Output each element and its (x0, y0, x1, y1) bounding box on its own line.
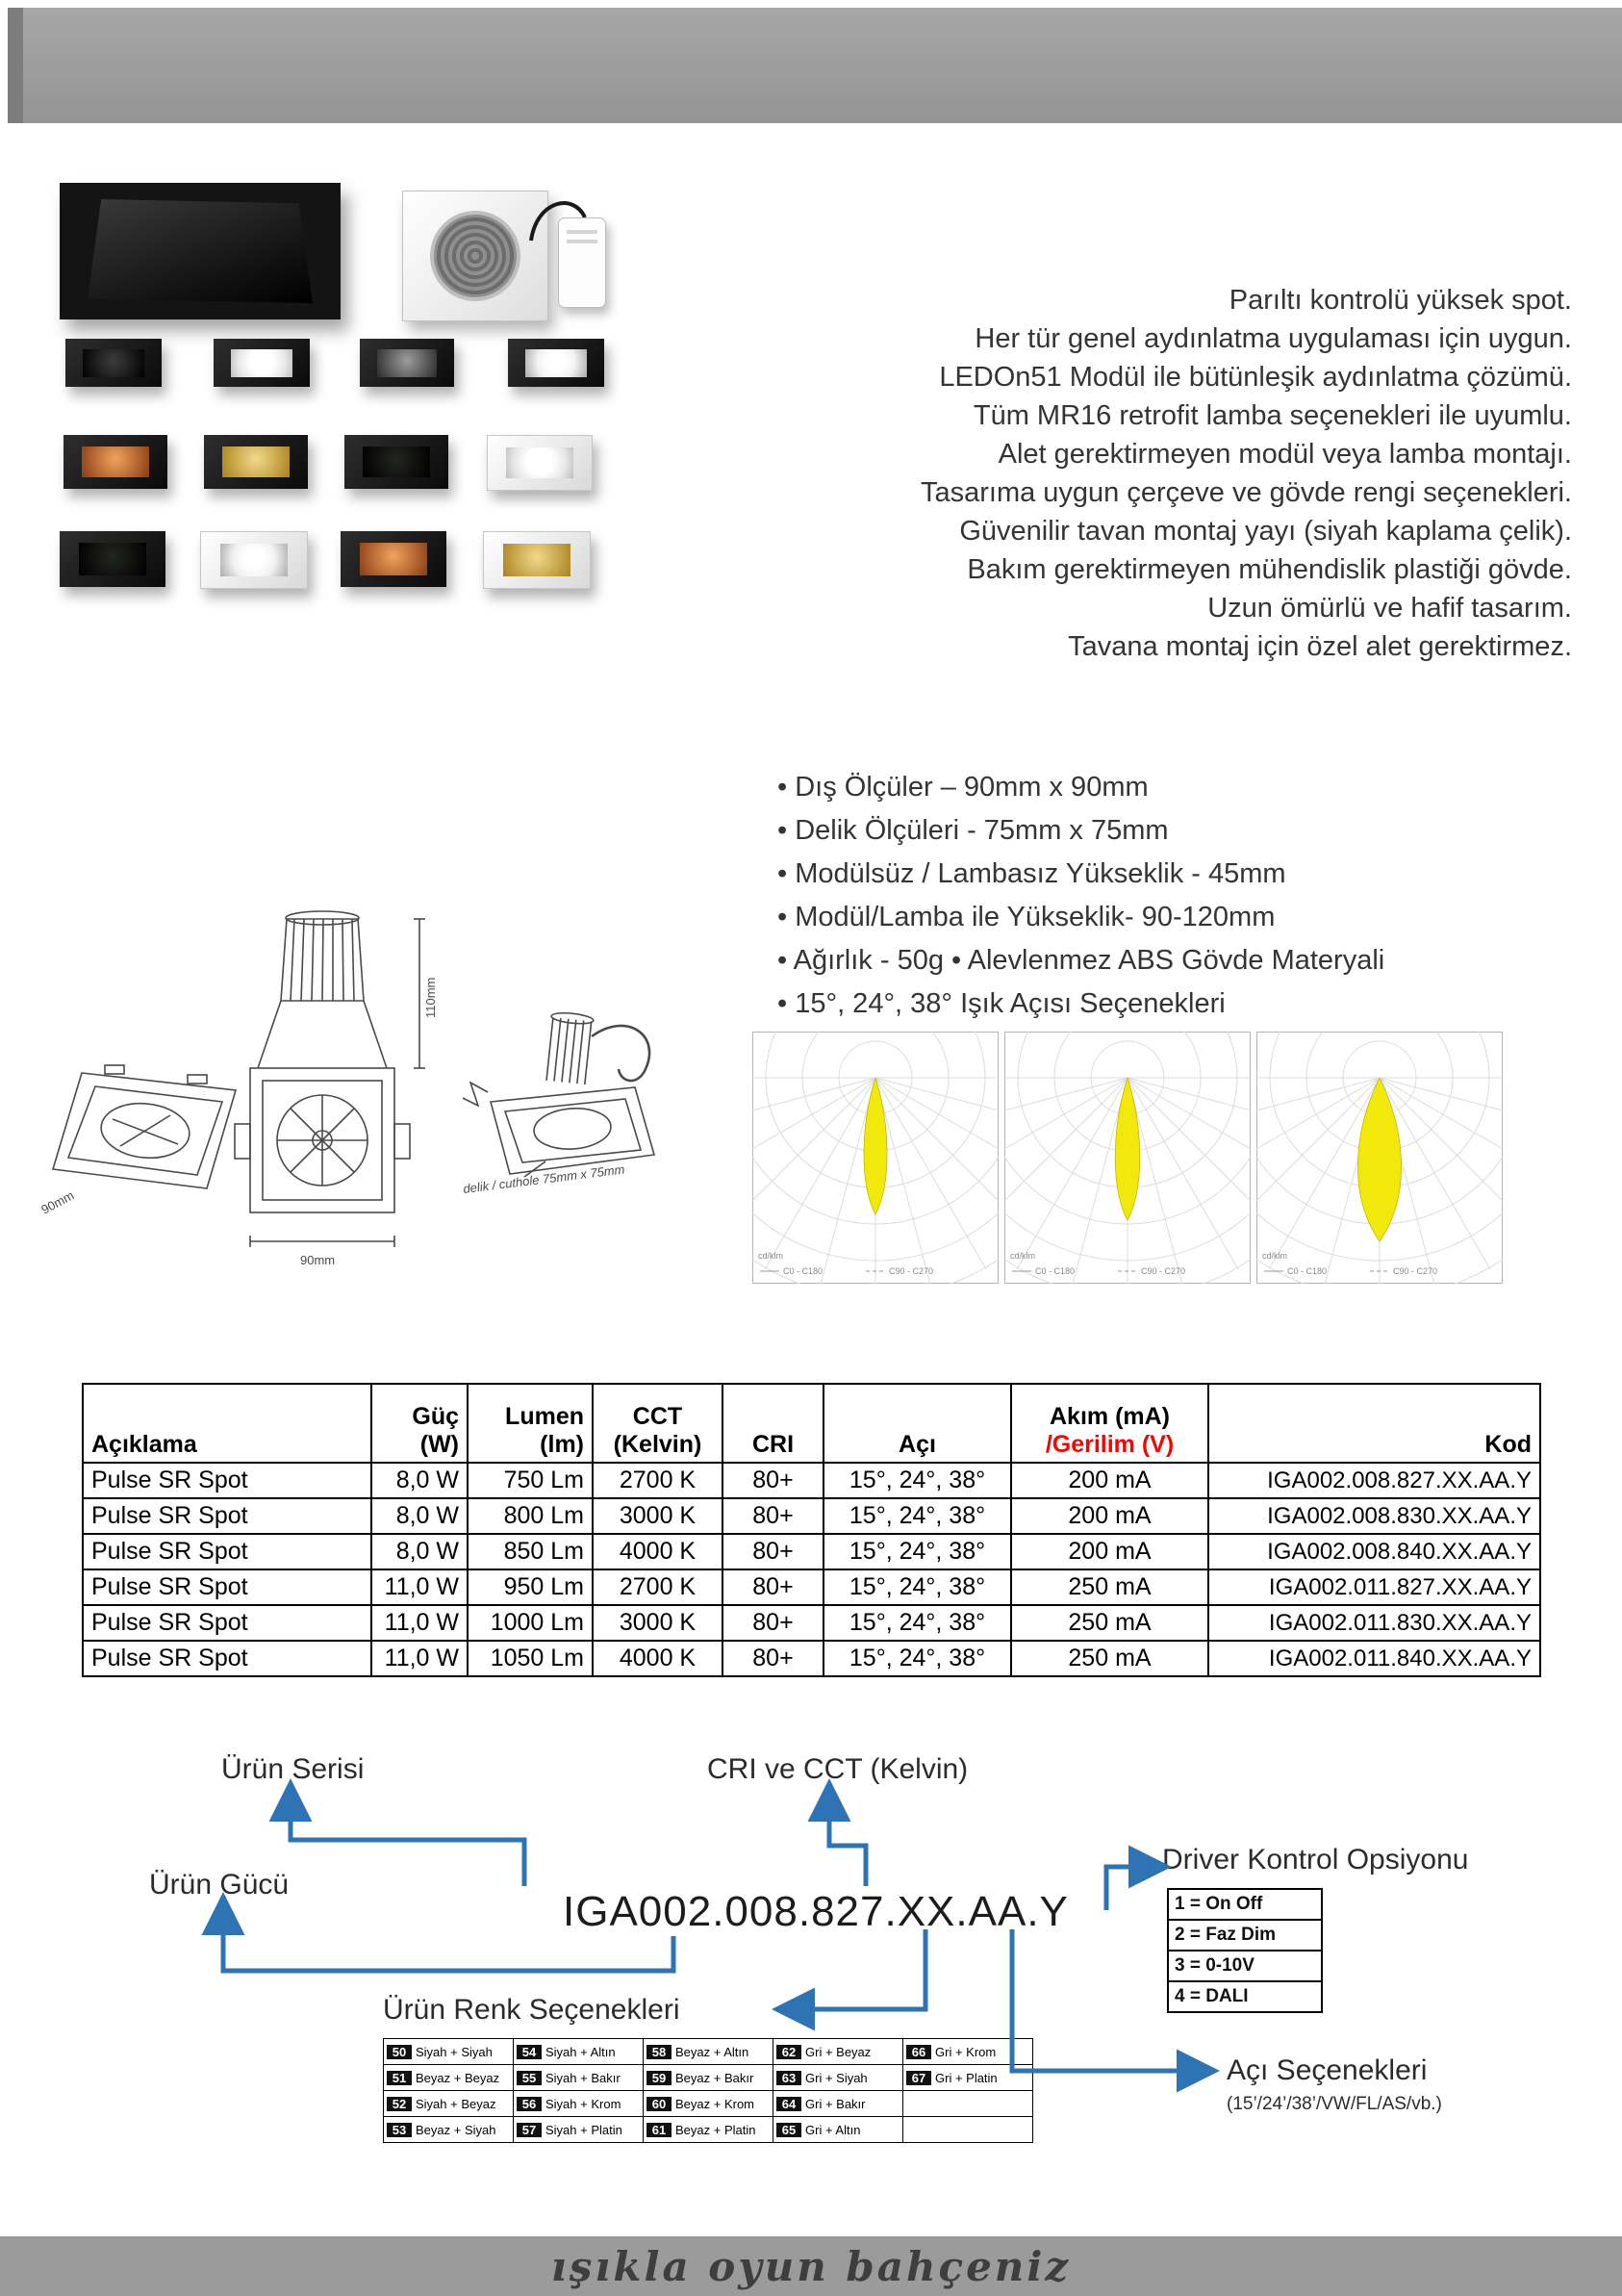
spec-bullet: • Dış Ölçüler – 90mm x 90mm (777, 766, 1605, 809)
cell-lumen: 950 Lm (468, 1569, 593, 1605)
color-cell: 62 Gri + Beyaz (773, 2039, 903, 2065)
cell-power: 11,0 W (371, 1641, 468, 1676)
table-row (83, 1605, 1540, 1641)
cell-cct: 4000 K (593, 1641, 722, 1676)
cell-desc: Pulse SR Spot (83, 1641, 371, 1676)
color-row (384, 2065, 1033, 2091)
product-photo-hero (60, 183, 341, 319)
legend-c90: C90 - C270 (889, 1266, 934, 1276)
spec-bullets (777, 766, 1605, 1026)
cell-code: IGA002.011.830.XX.AA.Y (1208, 1605, 1540, 1641)
legend-c0: C0 - C180 (1035, 1266, 1076, 1276)
legend-c0: C0 - C180 (783, 1266, 824, 1276)
color-cell: 53 Beyaz + Siyah (384, 2117, 514, 2143)
thumb-inner (83, 349, 144, 377)
label-angle-options-sub: (15’/24’/38’/VW/FL/AS/vb.) (1227, 2094, 1442, 2114)
table-row (83, 1534, 1540, 1569)
feature-line: Güvenilir tavan montaj yayı (siyah kaplama çelik). (959, 516, 1572, 547)
driver-option: 1 = On Off (1169, 1890, 1321, 1921)
cell-current: 200 mA (1011, 1498, 1208, 1534)
unit-label: cd/klm (1010, 1251, 1036, 1261)
reflector-cone (88, 199, 313, 303)
cell-cri: 80+ (722, 1569, 824, 1605)
cell-angle: 15°, 24°, 38° (824, 1534, 1011, 1569)
led-driver-box (558, 217, 606, 308)
thumb-inner (82, 446, 148, 477)
feature-line: Uzun ömürlü ve hafif tasarım. (1207, 593, 1572, 624)
cell-lumen: 750 Lm (468, 1463, 593, 1498)
color-cell: 61 Beyaz + Platin (644, 2117, 773, 2143)
cell-power: 8,0 W (371, 1463, 468, 1498)
polar-chart-3 (1256, 1032, 1503, 1284)
thumb-inner (506, 447, 572, 478)
heatsink (430, 211, 520, 301)
cell-power: 8,0 W (371, 1498, 468, 1534)
cutout-label: delik / cuthole 75mm x 75mm (462, 1161, 626, 1196)
color-row (384, 2039, 1033, 2065)
cell-cri: 80+ (722, 1605, 824, 1641)
driver-option: 3 = 0-10V (1169, 1952, 1321, 1982)
color-row (384, 2117, 1033, 2143)
cell-current: 250 mA (1011, 1569, 1208, 1605)
dim-height: 110mm (423, 977, 438, 1018)
dim-side: 90mm (38, 1187, 77, 1217)
color-cell: 58 Beyaz + Altın (644, 2039, 773, 2065)
product-thumb-white-lit (200, 531, 308, 589)
cell-desc: Pulse SR Spot (83, 1534, 371, 1569)
feature-line: Tasarıma uygun çerçeve ve gövde rengi seçenekleri. (920, 477, 1572, 508)
col-power: Güç (W) (371, 1384, 468, 1463)
color-cell: 66 Gri + Krom (903, 2039, 1033, 2065)
color-cell: 65 Gri + Altın (773, 2117, 903, 2143)
cell-desc: Pulse SR Spot (83, 1463, 371, 1498)
table-row (83, 1641, 1540, 1676)
thumb-inner (363, 446, 429, 477)
color-cell: 50 Siyah + Siyah (384, 2039, 514, 2065)
cell-cct: 2700 K (593, 1569, 722, 1605)
cell-desc: Pulse SR Spot (83, 1605, 371, 1641)
label-cri-cct: CRI ve CCT (Kelvin) (707, 1753, 969, 1785)
driver-option: 4 = DALI (1175, 1986, 1249, 2006)
color-cell: 55 Siyah + Bakır (514, 2065, 644, 2091)
cell-cct: 3000 K (593, 1498, 722, 1534)
cell-current: 250 mA (1011, 1641, 1208, 1676)
label-angle-options: Açı Seçenekleri (1227, 2054, 1428, 2086)
cell-power: 8,0 W (371, 1534, 468, 1569)
cell-current: 250 mA (1011, 1605, 1208, 1641)
color-cell: 67 Gri + Platin (903, 2065, 1033, 2091)
cell-angle: 15°, 24°, 38° (824, 1569, 1011, 1605)
cell-angle: 15°, 24°, 38° (824, 1641, 1011, 1676)
color-row (384, 2091, 1033, 2117)
feature-line: Alet gerektirmeyen modül veya lamba montajı. (998, 439, 1572, 470)
cell-desc: Pulse SR Spot (83, 1498, 371, 1534)
table-row (83, 1498, 1540, 1534)
spec-table (82, 1383, 1541, 1677)
feature-line: LEDOn51 Modül ile bütünleşik aydınlatma çözümü. (939, 362, 1572, 393)
product-thumb-black-copper2 (341, 531, 446, 587)
product-code: IGA002.008.827.XX.AA.Y (563, 1888, 1069, 1935)
thumb-inner (503, 544, 570, 576)
cell-lumen: 1000 Lm (468, 1605, 593, 1641)
cell-lumen: 1050 Lm (468, 1641, 593, 1676)
cell-power: 11,0 W (371, 1605, 468, 1641)
thumb-inner (360, 543, 427, 575)
color-cell: 51 Beyaz + Beyaz (384, 2065, 514, 2091)
col-cct: CCT (Kelvin) (593, 1384, 722, 1463)
product-thumb-black-chrome (360, 339, 454, 387)
technical-drawing (38, 905, 664, 1289)
color-cell (903, 2091, 1033, 2117)
spec-bullet: • Delik Ölçüleri - 75mm x 75mm (777, 809, 1605, 853)
cell-code: IGA002.011.827.XX.AA.Y (1208, 1569, 1540, 1605)
product-thumb-black-black (65, 339, 162, 387)
thumb-inner (231, 349, 292, 377)
thumb-inner (525, 349, 587, 377)
color-cell: 60 Beyaz + Krom (644, 2091, 773, 2117)
color-cell (903, 2117, 1033, 2143)
label-driver-control: Driver Kontrol Opsiyonu (1162, 1844, 1469, 1875)
thumb-inner (220, 544, 288, 576)
color-cell: 64 Gri + Bakır (773, 2091, 903, 2117)
thumb-inner (79, 543, 146, 575)
col-angle: Açı (824, 1384, 1011, 1463)
polar-chart-1 (752, 1032, 999, 1284)
driver-options-table (1167, 1888, 1323, 2013)
color-cell: 63 Gri + Siyah (773, 2065, 903, 2091)
color-cell: 54 Siyah + Altın (514, 2039, 644, 2065)
cell-angle: 15°, 24°, 38° (824, 1605, 1011, 1641)
color-cell: 57 Siyah + Platin (514, 2117, 644, 2143)
cell-power: 11,0 W (371, 1569, 468, 1605)
thumb-inner (222, 446, 289, 477)
label-product-power: Ürün Gücü (149, 1869, 290, 1901)
cell-code: IGA002.008.840.XX.AA.Y (1208, 1534, 1540, 1569)
cell-angle: 15°, 24°, 38° (824, 1463, 1011, 1498)
unit-label: cd/klm (1262, 1251, 1288, 1261)
cell-cct: 2700 K (593, 1463, 722, 1498)
table-row (83, 1463, 1540, 1498)
legend-c90: C90 - C270 (1141, 1266, 1186, 1276)
cell-code: IGA002.011.840.XX.AA.Y (1208, 1641, 1540, 1676)
cell-code: IGA002.008.830.XX.AA.Y (1208, 1498, 1540, 1534)
product-thumb-black-copper (63, 435, 167, 489)
cell-current: 200 mA (1011, 1534, 1208, 1569)
feature-list (610, 281, 1572, 666)
feature-line: Parıltı kontrolü yüksek spot. (1229, 285, 1572, 316)
label-product-series: Ürün Serisi (221, 1753, 365, 1785)
top-banner (8, 8, 1622, 123)
cell-angle: 15°, 24°, 38° (824, 1498, 1011, 1534)
color-options-table (383, 2038, 1033, 2143)
product-thumb-white-white (487, 435, 593, 491)
product-thumb-white-gold (483, 531, 591, 589)
col-lumen: Lumen (lm) (468, 1384, 593, 1463)
dim-width: 90mm (300, 1253, 336, 1267)
driver-option: 2 = Faz Dim (1169, 1921, 1321, 1952)
spec-bullet: • 15°, 24°, 38° Işık Açısı Seçenekleri (777, 982, 1605, 1026)
cell-code: IGA002.008.827.XX.AA.Y (1208, 1463, 1540, 1498)
product-thumb-black-gold (204, 435, 308, 489)
col-cri: CRI (722, 1384, 824, 1463)
cell-cri: 80+ (722, 1641, 824, 1676)
cell-current: 200 mA (1011, 1463, 1208, 1498)
footer-tagline: ışıkla oyun bahçeniz (550, 2242, 1072, 2290)
product-thumb-black-lit (508, 339, 604, 387)
feature-line: Bakım gerektirmeyen mühendislik plastiği gövde. (967, 554, 1572, 585)
col-current: Akım (mA) /Gerilim (V) (1011, 1384, 1208, 1463)
legend-c0: C0 - C180 (1287, 1266, 1328, 1276)
spec-bullet: • Modülsüz / Lambasız Yükseklik - 45mm (777, 853, 1605, 896)
color-cell: 56 Siyah + Krom (514, 2091, 644, 2117)
polar-chart-2 (1004, 1032, 1251, 1284)
feature-line: Tavana montaj için özel alet gerektirmez. (1068, 631, 1572, 662)
cell-cri: 80+ (722, 1463, 824, 1498)
col-desc: Açıklama (83, 1384, 371, 1463)
legend-c90: C90 - C270 (1393, 1266, 1438, 1276)
label-color-options: Ürün Renk Seçenekleri (383, 1994, 680, 2026)
product-thumb-black-white (214, 339, 310, 387)
cell-cri: 80+ (722, 1534, 824, 1569)
cell-lumen: 850 Lm (468, 1534, 593, 1569)
cell-lumen: 800 Lm (468, 1498, 593, 1534)
cell-cct: 4000 K (593, 1534, 722, 1569)
spec-bullet: • Modül/Lamba ile Yükseklik- 90-120mm (777, 896, 1605, 939)
cell-desc: Pulse SR Spot (83, 1569, 371, 1605)
color-cell: 52 Siyah + Beyaz (384, 2091, 514, 2117)
unit-label: cd/klm (758, 1251, 784, 1261)
cell-cri: 80+ (722, 1498, 824, 1534)
feature-line: Tüm MR16 retrofit lamba seçenekleri ile uyumlu. (973, 400, 1572, 431)
table-row (83, 1569, 1540, 1605)
header-row (83, 1384, 1540, 1463)
footer-banner (0, 2236, 1622, 2296)
spec-bullet: • Ağırlık - 50g • Alevlenmez ABS Gövde Materyali (777, 939, 1605, 982)
thumb-inner (377, 349, 438, 377)
product-thumb-black-green (60, 531, 165, 587)
feature-line: Her tür genel aydınlatma uygulaması için uygun. (975, 323, 1572, 354)
col-code: Kod (1208, 1384, 1540, 1463)
color-cell: 59 Beyaz + Bakır (644, 2065, 773, 2091)
cell-cct: 3000 K (593, 1605, 722, 1641)
product-thumb-black-dark (344, 435, 448, 489)
